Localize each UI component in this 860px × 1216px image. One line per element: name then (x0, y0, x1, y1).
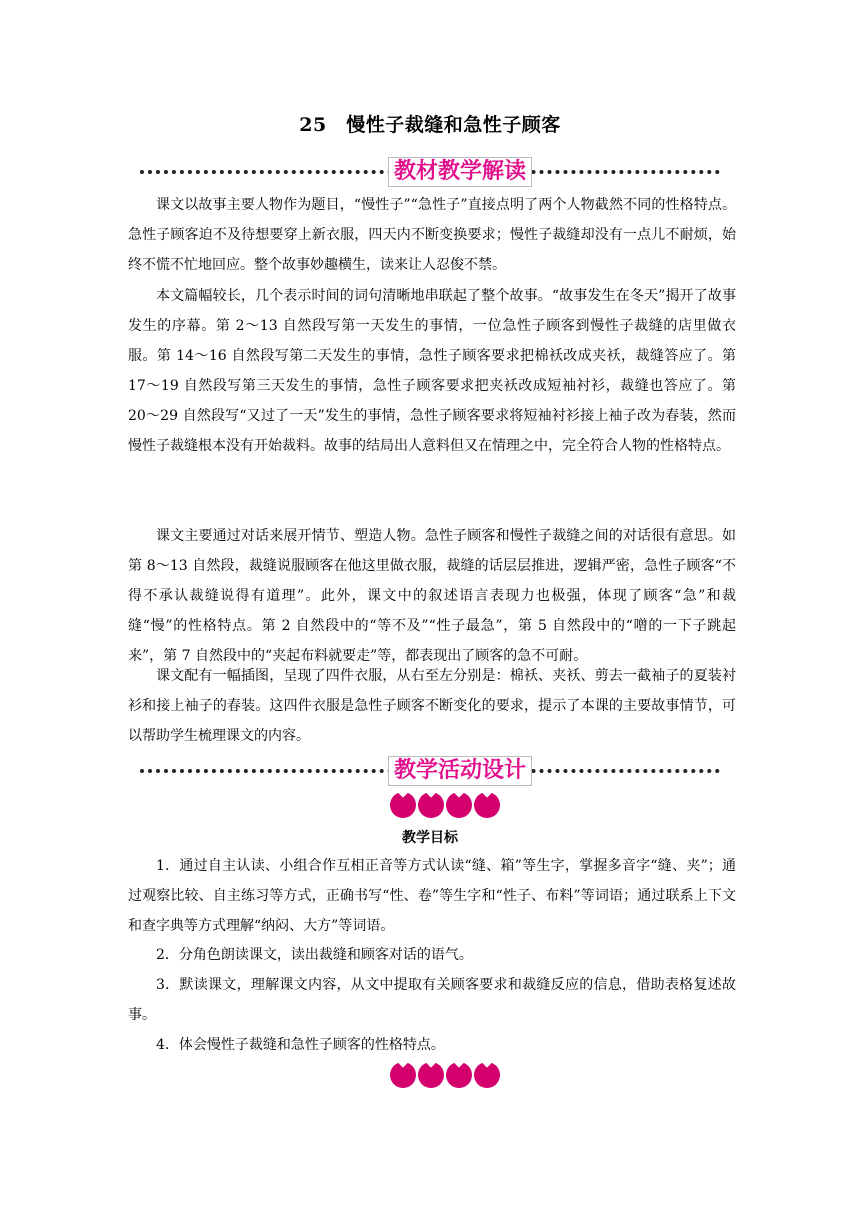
section-label-reading: 教材教学解读 (388, 157, 532, 187)
heart-icon (390, 1062, 416, 1088)
heart-icon (390, 792, 416, 818)
heart-ornament (390, 1062, 502, 1092)
heart-ornament (390, 792, 502, 822)
section-banner-reading (140, 157, 720, 187)
reading-paragraph: 课文配有一幅插图，呈现了四件衣服，从右至左分别是：棉袄、夹袄、剪去一截袖子的夏装衬衫和接上袖子的春装。这四件衣服是急性子顾客不断变化的要求，提示了本课的主要故事情节，可以帮助学生梳理课文的内容。 (128, 668, 736, 744)
heart-icon (418, 792, 444, 818)
heart-icon (474, 792, 500, 818)
goal-item: 1．通过自主认读、小组合作互相正音等方式认读“缝、箱”等生字，掌握多音字“缝、夹”；通过观察比较、自主练习等方式，正确书写“性、卷”等生字和“性子、布料”等词语；通过联系上下文和查字典等方式理解“纳闷、大方”等词语。 (128, 858, 736, 934)
section-label-activity: 教学活动设计 (388, 756, 532, 786)
goal-item: 4．体会慢性子裁缝和急性子顾客的性格特点。 (156, 1037, 445, 1053)
lesson-title: 25 慢性子裁缝和急性子顾客 (299, 114, 561, 136)
heart-icon (446, 792, 472, 818)
heart-icon (418, 1062, 444, 1088)
reading-paragraph: 课文主要通过对话来展开情节、塑造人物。急性子顾客和慢性子裁缝之间的对话很有意思。如第 8～13 自然段，裁缝说服顾客在他这里做衣服，裁缝的话层层推进，逻辑严密，急性子顾客“不得不承认裁缝说得有道理”。此外，课文中的叙述语言表现力也极强，体现了顾客“急”和裁缝“慢”的性格特点。第 2 自然段中的“等不及”“性子最急”，第 5 自然段中的“噌的一下子跳起来”，第 7 自然段中的“夹起布料就要走”等，都表现出了顾客的急不可耐。 (128, 528, 736, 664)
heart-icon (446, 1062, 472, 1088)
goals-heading: 教学目标 (402, 830, 458, 846)
goal-item: 3．默读课文，理解课文内容，从文中提取有关顾客要求和裁缝反应的信息，借助表格复述故事。 (128, 977, 736, 1023)
goal-item: 2．分角色朗读课文，读出裁缝和顾客对话的语气。 (156, 947, 473, 963)
reading-paragraph: 本文篇幅较长，几个表示时间的词句清晰地串联起了整个故事。“故事发生在冬天”揭开了故事发生的序幕。第 2～13 自然段写第一天发生的事情，一位急性子顾客到慢性子裁缝的店里做衣服。第 14～16 自然段写第二天发生的事情，急性子顾客要求把棉袄改成夹袄，裁缝答应了。第 17～19 自然段写第三天发生的事情，急性子顾客要求把夹袄改成短袖衬衫，裁缝也答应了。第 20～29 自然段写“又过了一天”发生的事情，急性子顾客要求将短袖衬衫接上袖子改为春装，然而慢性子裁缝根本没有开始裁料。故事的结局出人意料但又在情理之中，完全符合人物的性格特点。 (128, 288, 736, 454)
section-banner-activity (140, 756, 720, 786)
reading-paragraph: 课文以故事主要人物作为题目，“慢性子”“急性子”直接点明了两个人物截然不同的性格特点。急性子顾客迫不及待想要穿上新衣服，四天内不断变换要求；慢性子裁缝却没有一点儿不耐烦，始终不慌不忙地回应。整个故事妙趣横生，读来让人忍俊不禁。 (128, 197, 736, 273)
heart-icon (474, 1062, 500, 1088)
